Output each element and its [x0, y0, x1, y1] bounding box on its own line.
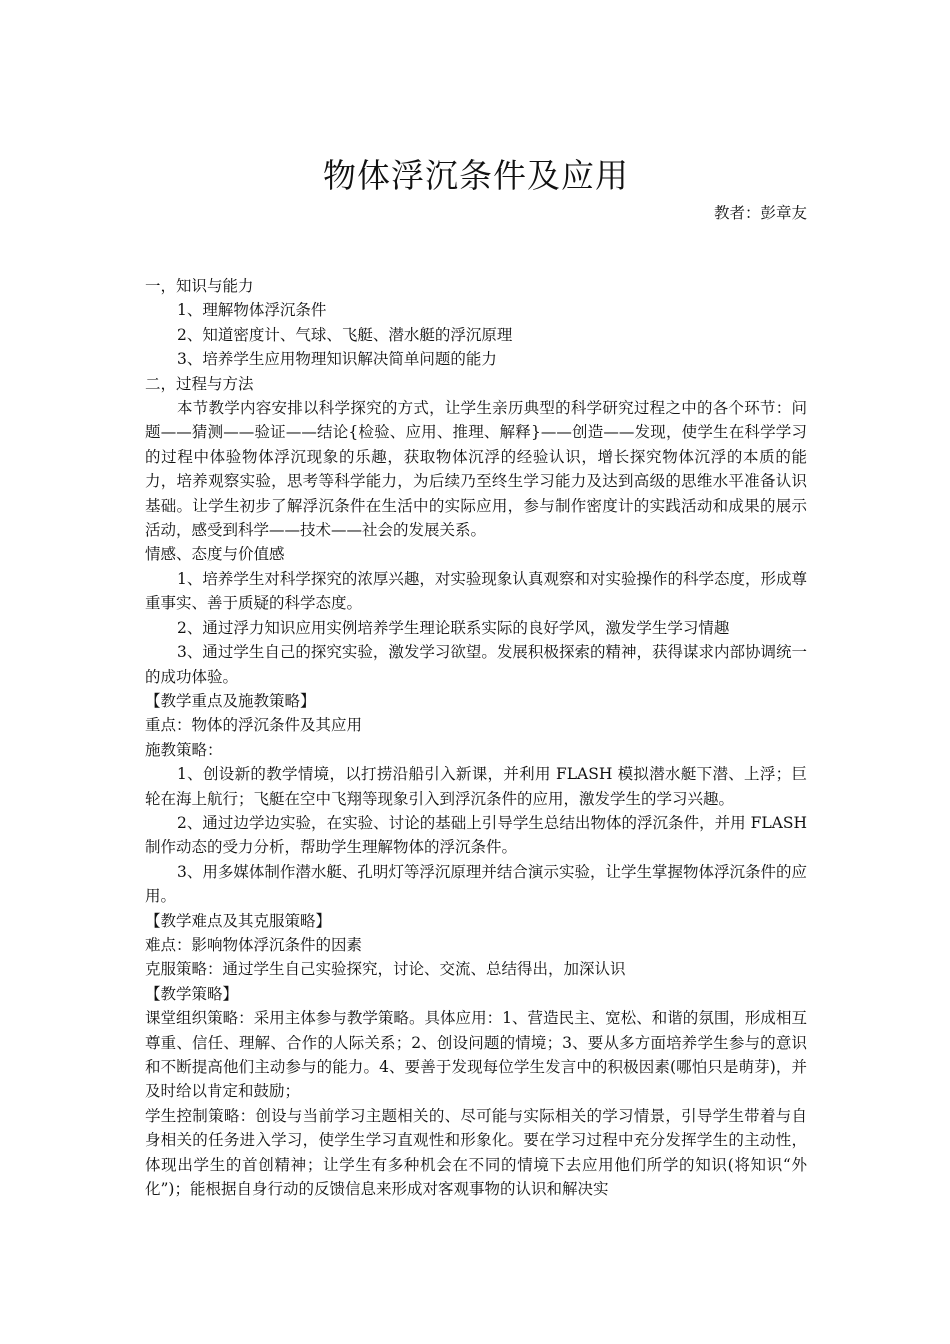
paragraph: 一，知识与能力	[145, 277, 254, 295]
paragraph: 情感、态度与价值感	[145, 545, 285, 564]
paragraph: 3、培养学生应用物理知识解决简单问题的能力	[177, 350, 497, 369]
paragraph: 3、用多媒体制作潜水艇、孔明灯等浮沉原理并结合演示实验，让学生掌握物体浮沉条件的应用。	[145, 862, 807, 906]
paragraph: 施教策略：	[145, 740, 223, 759]
paragraph: 【教学难点及其克服策略】	[145, 911, 332, 930]
author-line: 教者：彭章友	[713, 204, 807, 222]
paragraph: 学生控制策略：创设与当前学习主题相关的、尽可能与实际相关的学习情景，引导学生带着与自身相关的任务进入学习，使学生学习直观性和形象化。要在学习过程中充分发挥学生的主动性，体现出学生的首创精神；让学生有多种机会在不同的情境下去应用他们所学的知识(将知识“外化”)；能根据自身行动的反馈信息来形成对客观事物的认识和解决实	[145, 1106, 807, 1199]
paragraph: 本节教学内容安排以科学探究的方式，让学生亲历典型的科学研究过程之中的各个环节：问题——猜测——验证——结论{检验、应用、推理、解释}——创造——发现，使学生在科学学习的过程中体验物体浮沉现象的乐趣，获取物体沉浮的经验认识，增长探究物体沉浮的本质的能力，培养观察实验，思考等科学能力，为后续乃至终生学习能力及达到高级的思维水平准备认识基础。让学生初步了解浮沉条件在生活中的实际应用，参与制作密度计的实践活动和成果的展示活动，感受到科学——技术——社会的发展关系。	[145, 399, 807, 540]
paragraph: 难点：影响物体浮沉条件的因素	[145, 935, 363, 954]
paragraph: 【教学策略】	[145, 984, 239, 1003]
paragraph: 课堂组织策略：采用主体参与教学策略。具体应用：1、营造民主、宽松、和谐的氛围，形成相互尊重、信任、理解、合作的人际关系；2、创设问题的情境；3、要从多方面培养学生参与的意识和不断提高他们主动参与的能力。4、要善于发现每位学生发言中的积极因素(哪怕只是萌芽)，并及时给以肯定和鼓励；	[145, 1009, 807, 1101]
paragraph: 2、通过边学边实验，在实验、讨论的基础上引导学生总结出物体的浮沉条件，并用 FLASH 制作动态的受力分析，帮助学生理解物体的浮沉条件。	[145, 813, 807, 857]
paragraph: 1、理解物体浮沉条件	[177, 301, 327, 320]
paragraph: 2、通过浮力知识应用实例培养学生理论联系实际的良好学风，激发学生学习情趣	[177, 618, 730, 637]
paragraph: 克服策略：通过学生自己实验探究，讨论、交流、总结得出，加深认识	[145, 960, 626, 979]
paragraph: 3、通过学生自己的探究实验，激发学习欲望。发展积极探索的精神，获得谋求内部协调统一的成功体验。	[145, 643, 807, 686]
paragraph: 1、培养学生对科学探究的浓厚兴趣，对实验现象认真观察和对实验操作的科学态度，形成尊重事实、善于质疑的科学态度。	[145, 569, 807, 613]
paragraph: 二，过程与方法	[145, 374, 254, 393]
document-body	[145, 274, 807, 1201]
document-title: 物体浮沉条件及应用	[323, 156, 629, 195]
paragraph: 重点：物体的浮沉条件及其应用	[145, 716, 363, 735]
paragraph: 【教学重点及施教策略】	[145, 691, 316, 710]
paragraph: 1、创设新的教学情境，以打捞沿船引入新课，并利用 FLASH 模拟潜水艇下潜、上浮；巨轮在海上航行；飞艇在空中飞翔等现象引入到浮沉条件的应用，激发学生的学习兴趣。	[145, 765, 807, 808]
paragraph: 2、知道密度计、气球、飞艇、潜水艇的浮沉原理	[177, 325, 513, 344]
